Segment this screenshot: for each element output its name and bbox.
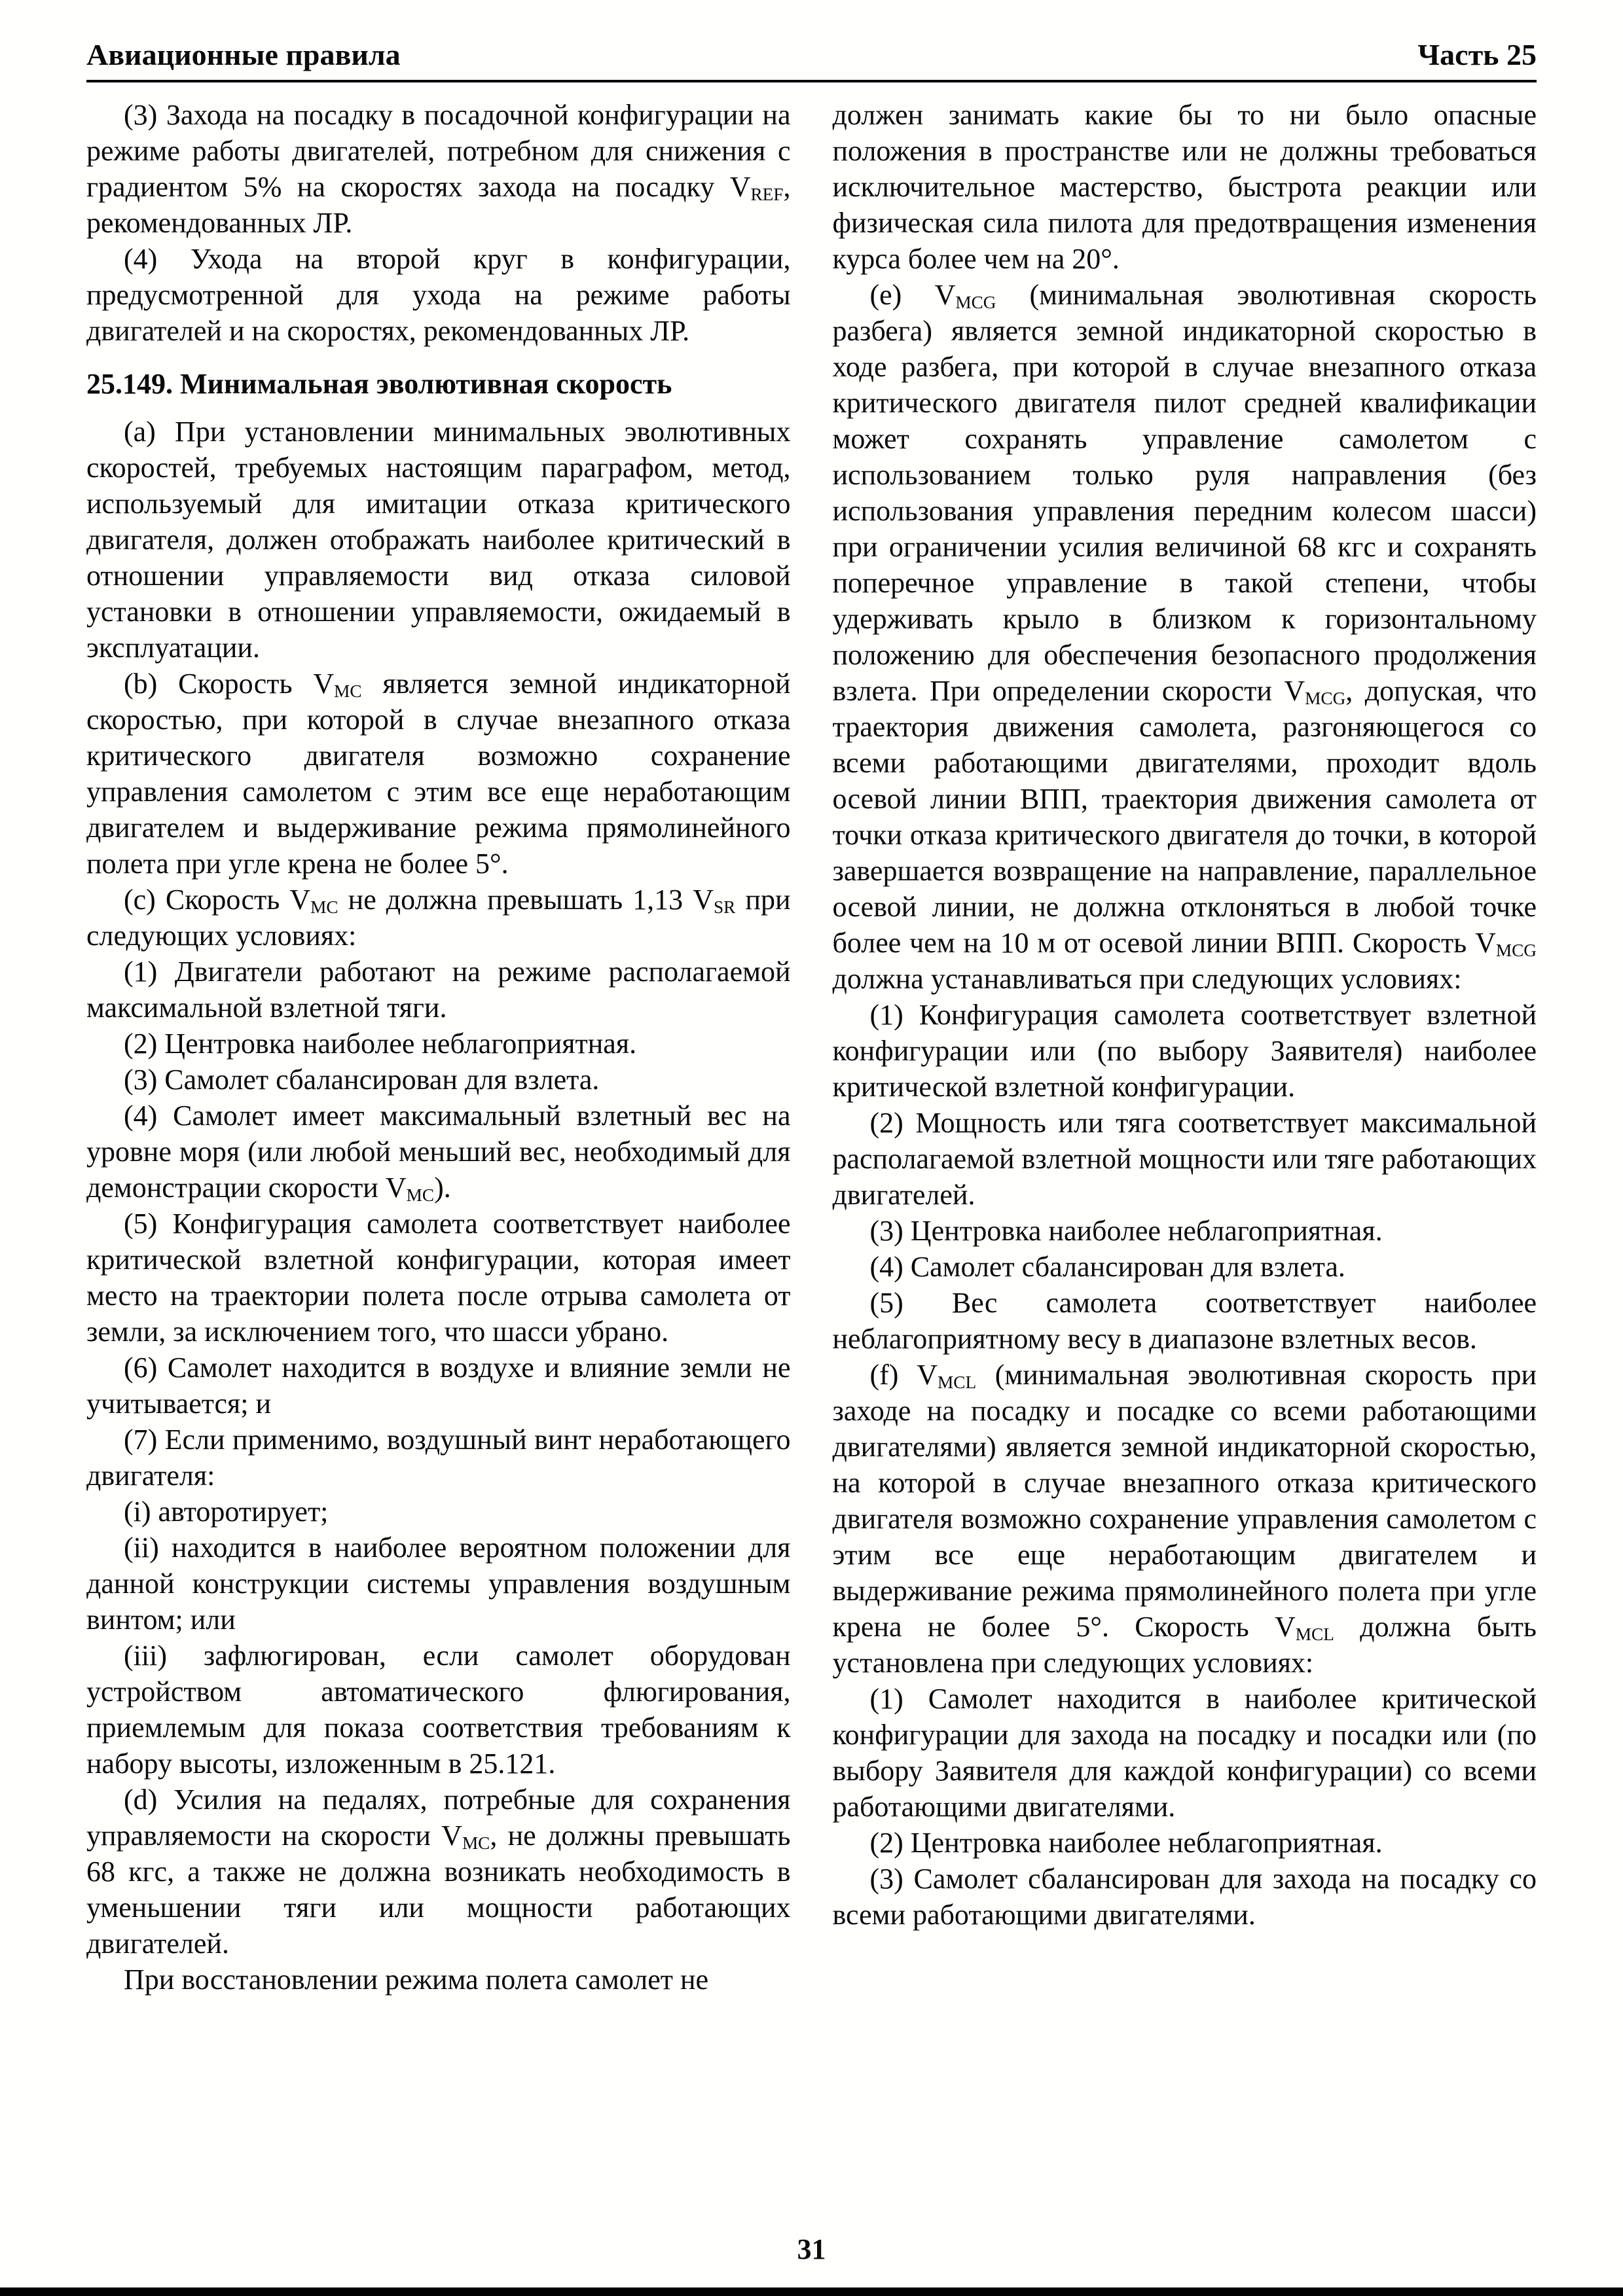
paragraph: (c) Скорость $V_{MC}$ не должна превышать 1,13 $V_{SR}$ при следующих условиях:: [86, 884, 791, 952]
paragraph: (i) авторотирует;: [124, 1496, 329, 1528]
header-title-left: Авиационные правила: [86, 38, 401, 71]
paragraph: (3) Самолет сбалансирован для взлета.: [124, 1064, 600, 1096]
paragraph: (1) Двигатели работают на режиме располагаемой максимальной взлетной тяги.: [86, 956, 791, 1024]
paragraph: (iii) зафлюгирован, если самолет оборудован устройством автоматического флюгирования, приемлемым для показа соответствия требованиям к набору высоты, изложенным в 25.121.: [86, 1640, 791, 1780]
header-title-right: Часть 25: [1417, 38, 1537, 71]
paragraph: (5) Конфигурация самолета соответствует наиболее критической взлетной конфигурации, которая имеет место на траектории полета после отрыва самолета от земли, за исключением того, что шасси убрано.: [86, 1208, 791, 1348]
paragraph: (3) Самолет сбалансирован для захода на посадку со всеми работающими двигателями.: [832, 1863, 1537, 1931]
paragraph: При восстановлении режима полета самолет не: [124, 1964, 709, 1996]
page-number: 31: [797, 2233, 826, 2265]
page-footer: [0, 2233, 1623, 2266]
paragraph: (7) Если применимо, воздушный винт неработающего двигателя:: [86, 1424, 791, 1492]
scan-edge-artifact: [0, 2287, 1623, 2296]
paragraph: (d) Усилия на педалях, потребные для сохранения управляемости на скорости $V_{MC}$, не должны превышать 68 кгс, а также не должна возникать необходимость в уменьшении тяги или мощности работающих двигателей.: [86, 1784, 791, 1960]
document-body: [86, 97, 1537, 1998]
paragraph: (2) Мощность или тяга соответствует максимальной располагаемой взлетной мощности или тяге работающих двигателей.: [832, 1107, 1537, 1211]
paragraph: (2) Центровка наиболее неблагоприятная.: [124, 1028, 637, 1060]
section-heading: 25.149. Минимальная эволютивная скорость: [86, 368, 672, 400]
paragraph: (6) Самолет находится в воздухе и влияние земли не учитывается; и: [86, 1352, 791, 1420]
paragraph: (1) Самолет находится в наиболее критической конфигурации для захода на посадку и посадки или (по выбору Заявителя для каждой конфигурации) со всеми работающими двигателями.: [832, 1683, 1537, 1823]
paragraph: (e) $V_{MCG}$ (минимальная эволютивная скорость разбега) является земной индикаторной скоростью в ходе разбега, при которой в случае внезапного отказа критического двигателя пилот средней квалификации может сохранять управление самолетом с использованием только руля направления (без использования управления передним колесом шасси) при ограничении усилия величиной 68 кгс и сохранять поперечное управление в такой степени, чтобы удерживать крыло в близком к горизонтальному положению для обеспечения безопасного продолжения взлета. При определении скорости $V_{MCG}$, допуская, что траектория движения самолета, разгоняющегося со всеми работающими двигателями, проходит вдоль осевой линии ВПП, траектория движения самолета от точки отказа критического двигателя до точки, в которой завершается возвращение на направление, параллельное осевой линии, не должна отклоняться в любой точке более чем на 10 м от осевой линии ВПП. Скорость $V_{MCG}$ должна устанавливаться при следующих условиях:: [832, 279, 1537, 995]
column-right: [833, 97, 1537, 1998]
page-header: [86, 38, 1537, 72]
paragraph: (a) При установлении минимальных эволютивных скоростей, требуемых настоящим параграфом, метод, используемый для имитации отказа критического двигателя, должен отображать наиболее критический в отношении управляемости вид отказа силовой установки в отношении управляемости, ожидаемый в эксплуатации.: [86, 416, 791, 664]
paragraph: (2) Центровка наиболее неблагоприятная.: [869, 1827, 1383, 1859]
paragraph: (4) Ухода на второй круг в конфигурации, предусмотренной для ухода на режиме работы двигателей и на скоростях, рекомендованных ЛР.: [86, 243, 791, 347]
paragraph: (f) $V_{MCL}$ (минимальная эволютивная скорость при заходе на посадку и посадке со всеми работающими двигателями) является земной индикаторной скоростью, на которой в случае внезапного отказа критического двигателя возможно сохранение управления самолетом с этим все еще неработающим двигателем и выдерживание режима прямолинейного полета при угле крена не более 5°. Скорость $V_{MCL}$ должна быть установлена при следующих условиях:: [832, 1359, 1537, 1679]
column-left: [86, 97, 791, 1998]
paragraph: должен занимать какие бы то ни было опасные положения в пространстве или не должны требоваться исключительное мастерство, быстрота реакции или физическая сила пилота для предотвращения изменения курса более чем на 20°.: [832, 99, 1537, 275]
paragraph: (1) Конфигурация самолета соответствует взлетной конфигурации или (по выбору Заявителя) наиболее критической взлетной конфигурации.: [832, 999, 1537, 1103]
header-rule: [86, 80, 1537, 82]
paragraph: (3) Центровка наиболее неблагоприятная.: [869, 1215, 1383, 1247]
paragraph: (4) Самолет сбалансирован для взлета.: [869, 1251, 1345, 1283]
paragraph: (b) Скорость $V_{MC}$ является земной индикаторной скоростью, при которой в случае внезапного отказа критического двигателя возможно сохранение управления самолетом с этим все еще неработающим двигателем и выдерживание режима прямолинейного полета при угле крена не более 5°.: [86, 668, 791, 880]
paragraph: (3) Захода на посадку в посадочной конфигурации на режиме работы двигателей, потребном для снижения с градиентом 5% на скоростях захода на посадку $V_{REF}$, рекомендованных ЛР.: [86, 99, 791, 239]
paragraph: (ii) находится в наиболее вероятном положении для данной конструкции системы управления воздушным винтом; или: [86, 1532, 791, 1636]
paragraph: (4) Самолет имеет максимальный взлетный вес на уровне моря (или любой меньший вес, необходимый для демонстрации скорости $V_{MC}$).: [86, 1100, 791, 1205]
paragraph: (5) Вес самолета соответствует наиболее неблагоприятному весу в диапазоне взлетных весов.: [832, 1287, 1537, 1355]
